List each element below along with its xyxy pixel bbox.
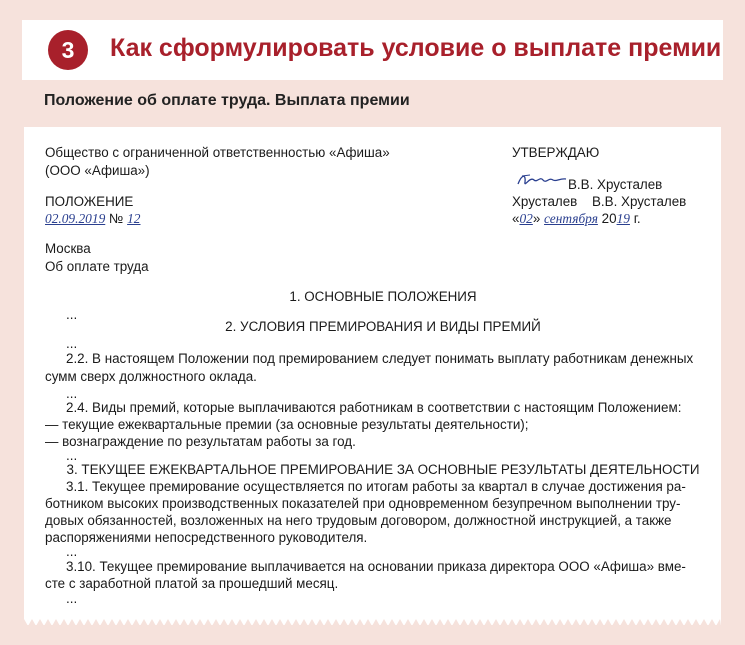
- section-heading-3: 3. ТЕКУЩЕЕ ЕЖЕКВАРТАЛЬНОЕ ПРЕМИРОВАНИЕ ЗА ОСНОВНЫЕ РЕЗУЛЬТАТЫ ДЕЯТЕЛЬНОСТИ: [66, 462, 700, 477]
- ellipsis: ...: [66, 544, 78, 559]
- ellipsis: ...: [66, 386, 78, 401]
- approve-year: 19: [616, 211, 630, 226]
- section-number-badge: 3: [48, 30, 88, 70]
- paragraph-line: довых обязанностей, возложенных на него трудовым договором, должностной инструкцией, а также: [45, 513, 672, 528]
- list-item: — вознаграждение по результатам работы за год.: [45, 434, 356, 449]
- org-name-line2: (ООО «Афиша»): [45, 163, 150, 178]
- ellipsis: ...: [66, 336, 78, 351]
- paragraph-line: сте с заработной платой за прошедший месяц.: [45, 576, 339, 591]
- approve-date: «02» сентября 2019 г.: [512, 211, 641, 226]
- header-title: Как сформулировать условие о выплате премии: [110, 34, 722, 62]
- ellipsis: ...: [66, 307, 78, 322]
- paragraph-line: сумм сверх должностного оклада.: [45, 369, 257, 384]
- paragraph-line: распоряжениями непосредственного руководителя.: [45, 530, 368, 545]
- doc-number: 12: [127, 211, 141, 226]
- list-item: — текущие ежеквартальные премии (за основные результаты деятельности);: [45, 417, 529, 432]
- torn-edge-decoration: [24, 619, 721, 627]
- section-heading-2: 2. УСЛОВИЯ ПРЕМИРОВАНИЯ И ВИДЫ ПРЕМИЙ: [225, 319, 541, 334]
- paragraph-line: 3.10. Текущее премирование выплачивается на основании приказа директора ООО «Афиша» вме-: [66, 559, 686, 574]
- paragraph-line: 2.4. Виды премий, которые выплачиваются работникам в соответствии с настоящим Положением:: [66, 400, 682, 415]
- section-heading-1: 1. ОСНОВНЫЕ ПОЛОЖЕНИЯ: [289, 289, 477, 304]
- doc-date: 02.09.2019: [45, 211, 106, 226]
- doc-date-number: 02.09.2019 № 12: [45, 211, 141, 226]
- doc-type: ПОЛОЖЕНИЕ: [45, 194, 134, 209]
- approver-name-2: В.В. Хрусталев: [592, 194, 687, 209]
- paragraph-line: 2.2. В настоящем Положении под премированием следует понимать выплату работникам денежных: [66, 351, 694, 366]
- org-name-line1: Общество с ограниченной ответственностью «Афиша»: [45, 145, 390, 160]
- header-banner: [22, 20, 723, 80]
- approve-month: сентября: [544, 211, 598, 226]
- paragraph-line: ботником высоких производственных показателей при одновременном безупречном выполнении тру-: [45, 496, 681, 511]
- ellipsis: ...: [66, 448, 78, 463]
- approver-name: В.В. Хрусталев: [568, 177, 663, 192]
- ellipsis: ...: [66, 591, 78, 606]
- handwritten-signature: [516, 170, 568, 192]
- approver-signature-decoding: Хрусталев: [512, 194, 578, 209]
- approve-label: УТВЕРЖДАЮ: [512, 145, 600, 160]
- doc-subject: Об оплате труда: [45, 259, 149, 274]
- document-subtitle: Положение об оплате труда. Выплата премии: [44, 92, 410, 109]
- doc-city: Москва: [45, 241, 91, 256]
- approve-day: 02: [519, 211, 533, 226]
- paragraph-line: 3.1. Текущее премирование осуществляется по итогам работы за квартал в случае достижения ра-: [66, 479, 686, 494]
